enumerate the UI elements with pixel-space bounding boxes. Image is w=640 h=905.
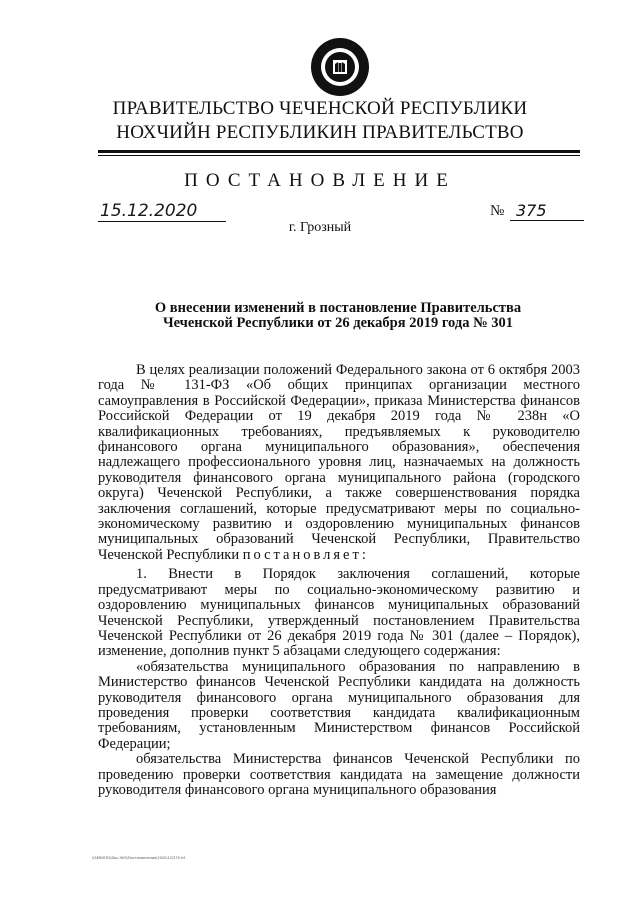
number-label: № (490, 203, 505, 219)
paragraph-item-1: 1. Внести в Порядок заключения соглашений, которые предусматривают меры по социально-экономическому развитию и оздоровлению муниципальных финансов муниципальных образований Чеченской Республики, утвержденный постановлением Правительства Чеченской Республики от 26 декабря 2019 года № 301 (далее – Порядок), изменение, дополнив пункт 5 абзацами следующего содержания: (98, 566, 580, 660)
document-city: г. Грозный (288, 220, 352, 235)
header-divider-thick (98, 150, 580, 153)
paragraph-quote-1: «обязательства муниципального образования по направлению в Министерство финансов Чеченской Республики кандидата на должность руководителя финансового органа муниципального образования для проведения проверки соответствия кандидата квалификационным требованиям, установленным Министерством финансов Российской Федерации; (98, 658, 580, 752)
document-date: 15.12.2020 (98, 201, 226, 222)
preamble-colon: : (361, 546, 366, 563)
emblem-icon (311, 38, 369, 96)
government-name-russian: ПРАВИТЕЛЬСТВО ЧЕЧЕНСКОЙ РЕСПУБЛИКИ (112, 98, 528, 119)
document-title (96, 301, 580, 331)
paragraph-quote-2: обязательства Министерства финансов Чеченской Республики по проведению проверки соответствия кандидата на замещение должности руководителя финансового органа муниципального образования (98, 751, 580, 798)
preamble-text: В целях реализации положений Федерального закона от 6 октября 2003 года № 131-ФЗ «Об общих принципах организации местного самоуправления в Российской Федерации», приказа Министерства финансов Российской Федерации от 19 декабря 2019 года № 238н «О квалификационных требованиях, предъявляемых к руководителю финансового органа муниципального образования», обеспечения надлежащего профессионального уровня лиц, назначаемых на должность руководителя финансового органа муниципального района (городского округа) Чеченской Республики, а также совершенствования порядка заключения соглашений, которые предусматривают меры по социально-экономическому развитию и оздоровлению муниципальных финансов муниципальных образований Чеченской Республики, Правительство Чеченской Республики (98, 362, 580, 563)
resolves-word: постановляет (242, 546, 362, 563)
title-line-1: О внесении изменений в постановление Правительства (154, 300, 522, 316)
paragraph-preamble (98, 363, 580, 563)
document-number: 375 (510, 201, 584, 221)
document-type: ПОСТАНОВЛЕНИЕ (184, 170, 456, 191)
title-line-2: Чеченской Республики от 26 декабря 2019 года № 301 (162, 315, 514, 331)
government-name-chechen: НОХЧИЙН РЕСПУБЛИКИН ПРАВИТЕЛЬСТВО (116, 122, 524, 143)
header-divider-thin (98, 155, 580, 156)
document-body (98, 363, 580, 798)
footer-file-path: \\SERVER2\Doc-ЭКЗ\Постановления\2020\12\375.rtf (92, 856, 186, 860)
